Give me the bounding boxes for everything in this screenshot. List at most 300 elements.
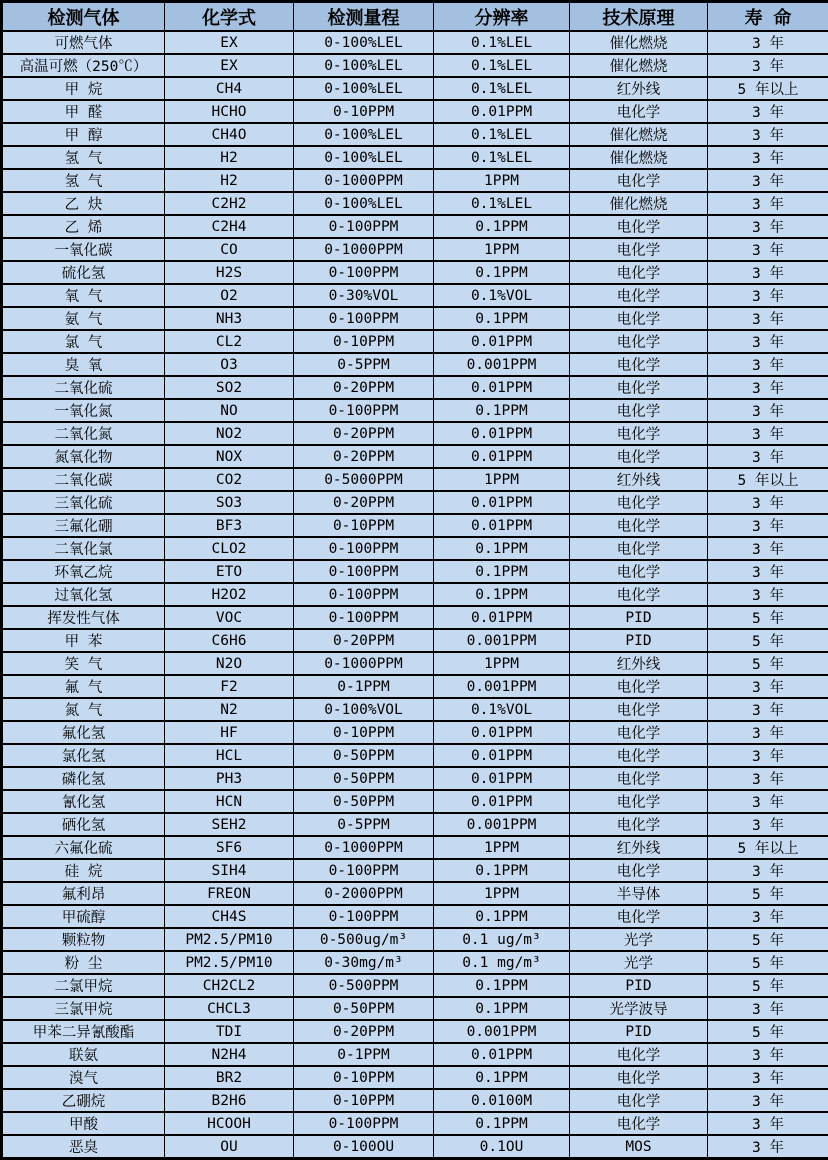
cell-principle: 电化学 xyxy=(570,261,708,284)
cell-lifespan: 5 年 xyxy=(708,1020,828,1043)
cell-lifespan: 3 年 xyxy=(708,560,828,583)
cell-resolution: 0.01PPM xyxy=(434,422,570,445)
cell-principle: 电化学 xyxy=(570,422,708,445)
table-row xyxy=(2,928,828,951)
cell-formula: CO2 xyxy=(165,468,294,491)
table-row xyxy=(2,31,828,54)
cell-lifespan: 3 年 xyxy=(708,744,828,767)
cell-gas: 甲 苯 xyxy=(2,629,165,652)
table-row xyxy=(2,767,828,790)
cell-formula: CH2CL2 xyxy=(165,974,294,997)
cell-lifespan: 5 年 xyxy=(708,652,828,675)
cell-formula: NOX xyxy=(165,445,294,468)
cell-principle: MOS xyxy=(570,1135,708,1159)
cell-lifespan: 3 年 xyxy=(708,1089,828,1112)
header-cell-principle: 技术原理 xyxy=(570,2,708,32)
cell-gas: 二氧化碳 xyxy=(2,468,165,491)
cell-principle: 电化学 xyxy=(570,399,708,422)
cell-gas: 甲酸 xyxy=(2,1112,165,1135)
cell-formula: N2H4 xyxy=(165,1043,294,1066)
table-row xyxy=(2,307,828,330)
cell-formula: CHCL3 xyxy=(165,997,294,1020)
table-row xyxy=(2,100,828,123)
cell-gas: 氢 气 xyxy=(2,169,165,192)
cell-resolution: 0.1PPM xyxy=(434,1112,570,1135)
cell-gas: 氟 气 xyxy=(2,675,165,698)
cell-range: 0-100%LEL xyxy=(294,54,434,77)
cell-resolution: 0.01PPM xyxy=(434,606,570,629)
cell-principle: 红外线 xyxy=(570,652,708,675)
table-row xyxy=(2,560,828,583)
header-cell-resolution: 分辨率 xyxy=(434,2,570,32)
cell-formula: PM2.5/PM10 xyxy=(165,951,294,974)
cell-resolution: 0.001PPM xyxy=(434,629,570,652)
cell-formula: OU xyxy=(165,1135,294,1159)
cell-formula: HCOOH xyxy=(165,1112,294,1135)
cell-resolution: 0.1%VOL xyxy=(434,698,570,721)
cell-principle: 电化学 xyxy=(570,859,708,882)
table-row xyxy=(2,997,828,1020)
cell-principle: 电化学 xyxy=(570,376,708,399)
table-row xyxy=(2,284,828,307)
cell-gas: 六氟化硫 xyxy=(2,836,165,859)
cell-formula: C6H6 xyxy=(165,629,294,652)
cell-range: 0-10PPM xyxy=(294,1089,434,1112)
cell-formula: SIH4 xyxy=(165,859,294,882)
cell-range: 0-1PPM xyxy=(294,1043,434,1066)
cell-resolution: 0.01PPM xyxy=(434,491,570,514)
cell-formula: CLO2 xyxy=(165,537,294,560)
cell-lifespan: 3 年 xyxy=(708,905,828,928)
table-row xyxy=(2,1043,828,1066)
cell-range: 0-50PPM xyxy=(294,767,434,790)
cell-formula: SO2 xyxy=(165,376,294,399)
table-body xyxy=(2,31,828,1159)
cell-formula: O3 xyxy=(165,353,294,376)
cell-gas: 恶臭 xyxy=(2,1135,165,1159)
table-row xyxy=(2,491,828,514)
cell-gas: 氨 气 xyxy=(2,307,165,330)
table-row xyxy=(2,468,828,491)
table-header xyxy=(2,2,828,32)
cell-principle: 电化学 xyxy=(570,721,708,744)
table-row xyxy=(2,1112,828,1135)
cell-formula: EX xyxy=(165,31,294,54)
cell-gas: 一氧化氮 xyxy=(2,399,165,422)
table-row xyxy=(2,123,828,146)
cell-formula: C2H2 xyxy=(165,192,294,215)
cell-resolution: 1PPM xyxy=(434,169,570,192)
cell-gas: 氯 气 xyxy=(2,330,165,353)
cell-gas: 乙 炔 xyxy=(2,192,165,215)
cell-resolution: 0.1%VOL xyxy=(434,284,570,307)
cell-principle: 电化学 xyxy=(570,675,708,698)
table-row xyxy=(2,629,828,652)
cell-resolution: 0.1%LEL xyxy=(434,192,570,215)
table-row xyxy=(2,1066,828,1089)
cell-resolution: 0.1PPM xyxy=(434,215,570,238)
cell-formula: H2S xyxy=(165,261,294,284)
cell-lifespan: 3 年 xyxy=(708,1135,828,1159)
table-row xyxy=(2,813,828,836)
cell-range: 0-100PPM xyxy=(294,215,434,238)
cell-gas: 磷化氢 xyxy=(2,767,165,790)
cell-gas: 氰化氢 xyxy=(2,790,165,813)
cell-formula: HCHO xyxy=(165,100,294,123)
cell-resolution: 0.01PPM xyxy=(434,514,570,537)
cell-lifespan: 3 年 xyxy=(708,790,828,813)
cell-gas: 氟化氢 xyxy=(2,721,165,744)
cell-resolution: 0.1%LEL xyxy=(434,31,570,54)
cell-lifespan: 5 年 xyxy=(708,951,828,974)
cell-resolution: 1PPM xyxy=(434,238,570,261)
cell-gas: 可燃气体 xyxy=(2,31,165,54)
cell-principle: 光学 xyxy=(570,928,708,951)
cell-lifespan: 3 年 xyxy=(708,146,828,169)
cell-range: 0-100PPM xyxy=(294,606,434,629)
cell-formula: B2H6 xyxy=(165,1089,294,1112)
cell-principle: PID xyxy=(570,974,708,997)
table-row xyxy=(2,514,828,537)
cell-resolution: 0.1PPM xyxy=(434,307,570,330)
cell-gas: 笑 气 xyxy=(2,652,165,675)
table-row xyxy=(2,698,828,721)
cell-formula: CL2 xyxy=(165,330,294,353)
cell-resolution: 0.1PPM xyxy=(434,1066,570,1089)
cell-gas: 二氧化氯 xyxy=(2,537,165,560)
cell-gas: 颗粒物 xyxy=(2,928,165,951)
cell-resolution: 0.0100M xyxy=(434,1089,570,1112)
table-row xyxy=(2,790,828,813)
cell-gas: 甲硫醇 xyxy=(2,905,165,928)
table-row xyxy=(2,399,828,422)
cell-resolution: 1PPM xyxy=(434,836,570,859)
cell-range: 0-500ug/m³ xyxy=(294,928,434,951)
cell-principle: 电化学 xyxy=(570,1066,708,1089)
cell-gas: 乙硼烷 xyxy=(2,1089,165,1112)
cell-range: 0-50PPM xyxy=(294,997,434,1020)
cell-range: 0-20PPM xyxy=(294,629,434,652)
cell-gas: 环氧乙烷 xyxy=(2,560,165,583)
cell-formula: BR2 xyxy=(165,1066,294,1089)
cell-gas: 硅 烷 xyxy=(2,859,165,882)
cell-lifespan: 3 年 xyxy=(708,54,828,77)
table-row xyxy=(2,905,828,928)
cell-gas: 臭 氧 xyxy=(2,353,165,376)
cell-principle: PID xyxy=(570,1020,708,1043)
cell-lifespan: 3 年 xyxy=(708,192,828,215)
table-row xyxy=(2,675,828,698)
cell-range: 0-100PPM xyxy=(294,859,434,882)
table-row xyxy=(2,951,828,974)
cell-range: 0-10PPM xyxy=(294,514,434,537)
cell-gas: 甲 烷 xyxy=(2,77,165,100)
header-cell-range: 检测量程 xyxy=(294,2,434,32)
table-row xyxy=(2,54,828,77)
cell-gas: 氧 气 xyxy=(2,284,165,307)
cell-gas: 氯化氢 xyxy=(2,744,165,767)
cell-lifespan: 3 年 xyxy=(708,399,828,422)
cell-gas: 挥发性气体 xyxy=(2,606,165,629)
cell-principle: PID xyxy=(570,629,708,652)
cell-lifespan: 5 年 xyxy=(708,974,828,997)
cell-resolution: 1PPM xyxy=(434,652,570,675)
cell-resolution: 0.01PPM xyxy=(434,721,570,744)
cell-resolution: 0.01PPM xyxy=(434,744,570,767)
cell-resolution: 0.1PPM xyxy=(434,974,570,997)
cell-lifespan: 3 年 xyxy=(708,31,828,54)
cell-range: 0-100PPM xyxy=(294,583,434,606)
cell-range: 0-20PPM xyxy=(294,422,434,445)
cell-range: 0-100%LEL xyxy=(294,192,434,215)
cell-formula: NO2 xyxy=(165,422,294,445)
cell-lifespan: 3 年 xyxy=(708,238,828,261)
cell-principle: 电化学 xyxy=(570,353,708,376)
cell-range: 0-5PPM xyxy=(294,813,434,836)
cell-lifespan: 3 年 xyxy=(708,261,828,284)
cell-principle: 电化学 xyxy=(570,284,708,307)
table-row xyxy=(2,376,828,399)
cell-lifespan: 3 年 xyxy=(708,767,828,790)
cell-gas: 溴气 xyxy=(2,1066,165,1089)
cell-range: 0-100%LEL xyxy=(294,146,434,169)
cell-range: 0-50PPM xyxy=(294,790,434,813)
cell-principle: PID xyxy=(570,606,708,629)
table-row xyxy=(2,238,828,261)
cell-gas: 三氧化硫 xyxy=(2,491,165,514)
cell-principle: 电化学 xyxy=(570,100,708,123)
table-row xyxy=(2,882,828,905)
cell-lifespan: 3 年 xyxy=(708,376,828,399)
cell-principle: 电化学 xyxy=(570,813,708,836)
cell-gas: 三氟化硼 xyxy=(2,514,165,537)
table-row xyxy=(2,974,828,997)
cell-principle: 电化学 xyxy=(570,330,708,353)
cell-gas: 甲苯二异氰酸酯 xyxy=(2,1020,165,1043)
cell-lifespan: 3 年 xyxy=(708,583,828,606)
cell-range: 0-10PPM xyxy=(294,330,434,353)
cell-range: 0-100%LEL xyxy=(294,31,434,54)
cell-principle: 催化燃烧 xyxy=(570,146,708,169)
cell-formula: BF3 xyxy=(165,514,294,537)
cell-gas: 二氧化氮 xyxy=(2,422,165,445)
cell-resolution: 0.1PPM xyxy=(434,859,570,882)
table-row xyxy=(2,192,828,215)
cell-gas: 氟利昂 xyxy=(2,882,165,905)
cell-lifespan: 3 年 xyxy=(708,330,828,353)
cell-formula: H2O2 xyxy=(165,583,294,606)
cell-lifespan: 3 年 xyxy=(708,698,828,721)
cell-formula: CH4O xyxy=(165,123,294,146)
cell-formula: NH3 xyxy=(165,307,294,330)
table-row xyxy=(2,1135,828,1159)
cell-lifespan: 3 年 xyxy=(708,215,828,238)
cell-range: 0-30%VOL xyxy=(294,284,434,307)
cell-formula: PH3 xyxy=(165,767,294,790)
cell-lifespan: 3 年 xyxy=(708,675,828,698)
cell-resolution: 0.1%LEL xyxy=(434,54,570,77)
cell-principle: 电化学 xyxy=(570,537,708,560)
cell-range: 0-500PPM xyxy=(294,974,434,997)
header-row xyxy=(2,2,828,32)
cell-resolution: 0.1PPM xyxy=(434,905,570,928)
cell-resolution: 0.01PPM xyxy=(434,790,570,813)
cell-principle: 红外线 xyxy=(570,836,708,859)
cell-range: 0-1000PPM xyxy=(294,836,434,859)
cell-formula: SEH2 xyxy=(165,813,294,836)
cell-principle: 电化学 xyxy=(570,1089,708,1112)
cell-lifespan: 3 年 xyxy=(708,721,828,744)
cell-gas: 硫化氢 xyxy=(2,261,165,284)
table-row xyxy=(2,721,828,744)
table-row xyxy=(2,422,828,445)
cell-resolution: 0.01PPM xyxy=(434,1043,570,1066)
cell-principle: 电化学 xyxy=(570,238,708,261)
table-row xyxy=(2,77,828,100)
cell-formula: CH4 xyxy=(165,77,294,100)
cell-lifespan: 3 年 xyxy=(708,123,828,146)
cell-gas: 高温可燃（250℃） xyxy=(2,54,165,77)
cell-resolution: 0.01PPM xyxy=(434,100,570,123)
cell-formula: H2 xyxy=(165,169,294,192)
cell-lifespan: 3 年 xyxy=(708,997,828,1020)
table-row xyxy=(2,1089,828,1112)
table-row xyxy=(2,1020,828,1043)
cell-range: 0-20PPM xyxy=(294,376,434,399)
table-row xyxy=(2,261,828,284)
cell-lifespan: 5 年以上 xyxy=(708,77,828,100)
cell-principle: 电化学 xyxy=(570,744,708,767)
cell-lifespan: 3 年 xyxy=(708,422,828,445)
cell-formula: CO xyxy=(165,238,294,261)
cell-resolution: 0.001PPM xyxy=(434,813,570,836)
cell-principle: 电化学 xyxy=(570,583,708,606)
cell-range: 0-20PPM xyxy=(294,1020,434,1043)
cell-resolution: 0.01PPM xyxy=(434,767,570,790)
header-cell-lifespan: 寿 命 xyxy=(708,2,828,32)
cell-resolution: 0.1PPM xyxy=(434,399,570,422)
cell-principle: 光学 xyxy=(570,951,708,974)
cell-gas: 二氯甲烷 xyxy=(2,974,165,997)
table-row xyxy=(2,215,828,238)
cell-range: 0-100PPM xyxy=(294,399,434,422)
cell-formula: F2 xyxy=(165,675,294,698)
cell-lifespan: 3 年 xyxy=(708,491,828,514)
cell-gas: 三氯甲烷 xyxy=(2,997,165,1020)
cell-principle: 催化燃烧 xyxy=(570,123,708,146)
cell-range: 0-100PPM xyxy=(294,537,434,560)
cell-principle: 电化学 xyxy=(570,905,708,928)
table-row xyxy=(2,330,828,353)
cell-principle: 红外线 xyxy=(570,468,708,491)
cell-resolution: 0.1%LEL xyxy=(434,77,570,100)
cell-range: 0-30mg/m³ xyxy=(294,951,434,974)
cell-resolution: 0.1PPM xyxy=(434,583,570,606)
cell-range: 0-100%LEL xyxy=(294,123,434,146)
cell-resolution: 0.001PPM xyxy=(434,675,570,698)
cell-lifespan: 5 年以上 xyxy=(708,836,828,859)
cell-formula: PM2.5/PM10 xyxy=(165,928,294,951)
cell-resolution: 0.01PPM xyxy=(434,445,570,468)
cell-resolution: 0.001PPM xyxy=(434,353,570,376)
cell-gas: 甲 醇 xyxy=(2,123,165,146)
cell-lifespan: 3 年 xyxy=(708,169,828,192)
cell-principle: 电化学 xyxy=(570,215,708,238)
cell-gas: 氮氧化物 xyxy=(2,445,165,468)
cell-range: 0-100PPM xyxy=(294,1112,434,1135)
cell-gas: 氮 气 xyxy=(2,698,165,721)
table-row xyxy=(2,537,828,560)
cell-formula: CH4S xyxy=(165,905,294,928)
cell-lifespan: 5 年 xyxy=(708,882,828,905)
header-cell-formula: 化学式 xyxy=(165,2,294,32)
cell-principle: 红外线 xyxy=(570,77,708,100)
cell-resolution: 0.1OU xyxy=(434,1135,570,1159)
cell-range: 0-100%LEL xyxy=(294,77,434,100)
cell-range: 0-100PPM xyxy=(294,905,434,928)
cell-formula: SF6 xyxy=(165,836,294,859)
cell-lifespan: 3 年 xyxy=(708,1066,828,1089)
cell-resolution: 1PPM xyxy=(434,468,570,491)
cell-range: 0-50PPM xyxy=(294,744,434,767)
cell-lifespan: 3 年 xyxy=(708,353,828,376)
cell-principle: 电化学 xyxy=(570,560,708,583)
cell-resolution: 0.01PPM xyxy=(434,376,570,399)
cell-formula: HF xyxy=(165,721,294,744)
cell-resolution: 0.1PPM xyxy=(434,261,570,284)
cell-range: 0-10PPM xyxy=(294,721,434,744)
cell-range: 0-100PPM xyxy=(294,261,434,284)
table-row xyxy=(2,652,828,675)
cell-range: 0-10PPM xyxy=(294,100,434,123)
cell-range: 0-20PPM xyxy=(294,491,434,514)
cell-principle: 半导体 xyxy=(570,882,708,905)
cell-resolution: 0.01PPM xyxy=(434,330,570,353)
cell-formula: O2 xyxy=(165,284,294,307)
cell-resolution: 0.1%LEL xyxy=(434,123,570,146)
cell-range: 0-10PPM xyxy=(294,1066,434,1089)
cell-principle: 电化学 xyxy=(570,1043,708,1066)
table-row xyxy=(2,445,828,468)
cell-range: 0-100OU xyxy=(294,1135,434,1159)
cell-range: 0-1000PPM xyxy=(294,238,434,261)
cell-formula: TDI xyxy=(165,1020,294,1043)
cell-resolution: 0.1 mg/m³ xyxy=(434,951,570,974)
cell-gas: 甲 醛 xyxy=(2,100,165,123)
cell-gas: 硒化氢 xyxy=(2,813,165,836)
cell-formula: SO3 xyxy=(165,491,294,514)
cell-lifespan: 5 年 xyxy=(708,928,828,951)
cell-principle: 电化学 xyxy=(570,445,708,468)
cell-range: 0-100PPM xyxy=(294,560,434,583)
cell-lifespan: 3 年 xyxy=(708,813,828,836)
cell-formula: VOC xyxy=(165,606,294,629)
cell-principle: 电化学 xyxy=(570,169,708,192)
cell-principle: 电化学 xyxy=(570,767,708,790)
cell-lifespan: 3 年 xyxy=(708,537,828,560)
cell-lifespan: 3 年 xyxy=(708,859,828,882)
cell-range: 0-5PPM xyxy=(294,353,434,376)
cell-lifespan: 3 年 xyxy=(708,284,828,307)
cell-gas: 乙 烯 xyxy=(2,215,165,238)
cell-resolution: 0.1PPM xyxy=(434,997,570,1020)
table-row xyxy=(2,744,828,767)
table-row xyxy=(2,583,828,606)
cell-resolution: 0.1%LEL xyxy=(434,146,570,169)
cell-resolution: 0.1 ug/m³ xyxy=(434,928,570,951)
table-row xyxy=(2,859,828,882)
cell-gas: 二氧化硫 xyxy=(2,376,165,399)
